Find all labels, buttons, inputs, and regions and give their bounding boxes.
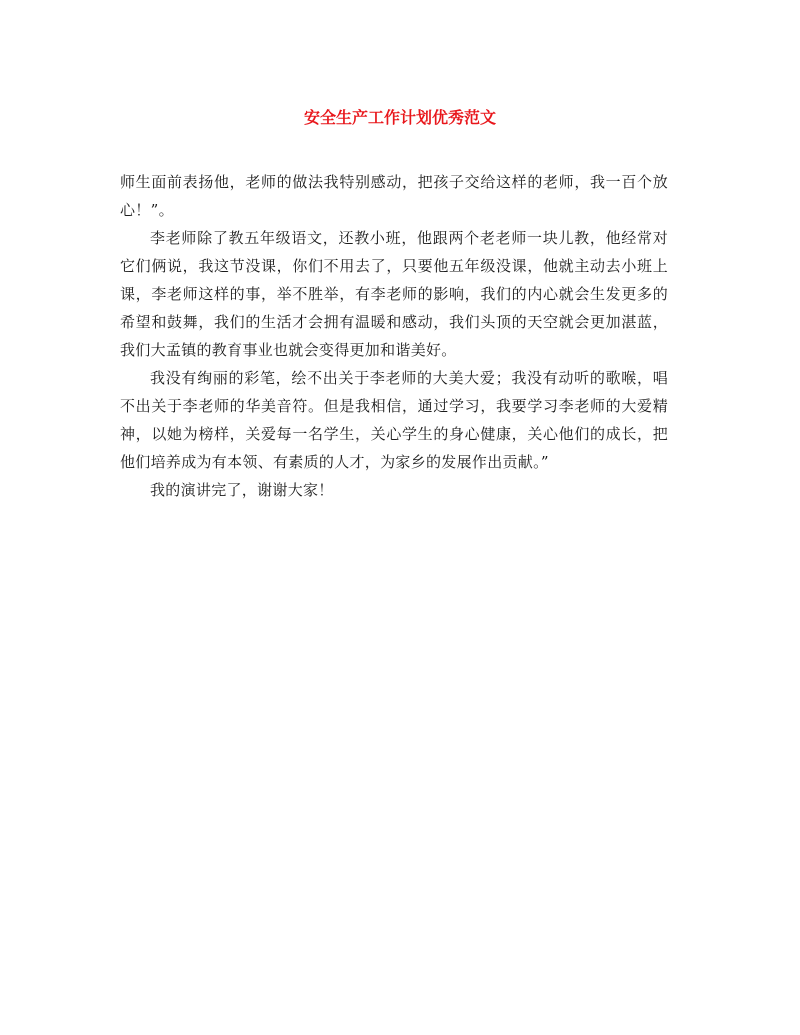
text-line: 它们俩说，我这节没课，你们不用去了，只要他五年级没课，他就主动去小班上 [120, 257, 668, 275]
document-body [120, 168, 668, 504]
text-line: 李老师除了教五年级语文，还教小班，他跟两个老老师一块儿教，他经常对 [150, 229, 668, 247]
text-line: 我们大孟镇的教育事业也就会变得更加和谐美好。 [120, 341, 457, 359]
paragraph-2 [120, 224, 668, 364]
text-line: 不出关于李老师的华美音符。但是我相信，通过学习，我要学习李老师的大爱精 [120, 397, 668, 415]
text-line: 我没有绚丽的彩笔，绘不出关于李老师的大美大爱；我没有动听的歌喉，唱 [150, 369, 668, 387]
text-line: 我的演讲完了，谢谢大家！ [150, 481, 334, 499]
document-title: 安全生产工作计划优秀范文 [303, 108, 496, 127]
paragraph-4 [120, 476, 668, 504]
text-line: 心！”。 [120, 201, 174, 219]
paragraph-3 [120, 364, 668, 476]
text-line: 希望和鼓舞，我们的生活才会拥有温暖和感动，我们头顶的天空就会更加湛蓝， [120, 313, 668, 331]
text-line: 师生面前表扬他，老师的做法我特别感动，把孩子交给这样的老师，我一百个放 [120, 173, 668, 191]
text-line: 他们培养成为有本领、有素质的人才，为家乡的发展作出贡献。” [120, 453, 549, 471]
paragraph-1 [120, 168, 668, 224]
text-line: 神，以她为榜样，关爱每一名学生，关心学生的身心健康，关心他们的成长，把 [120, 425, 668, 443]
text-line: 课，李老师这样的事，举不胜举，有李老师的影响，我们的内心就会生发更多的 [120, 285, 668, 303]
